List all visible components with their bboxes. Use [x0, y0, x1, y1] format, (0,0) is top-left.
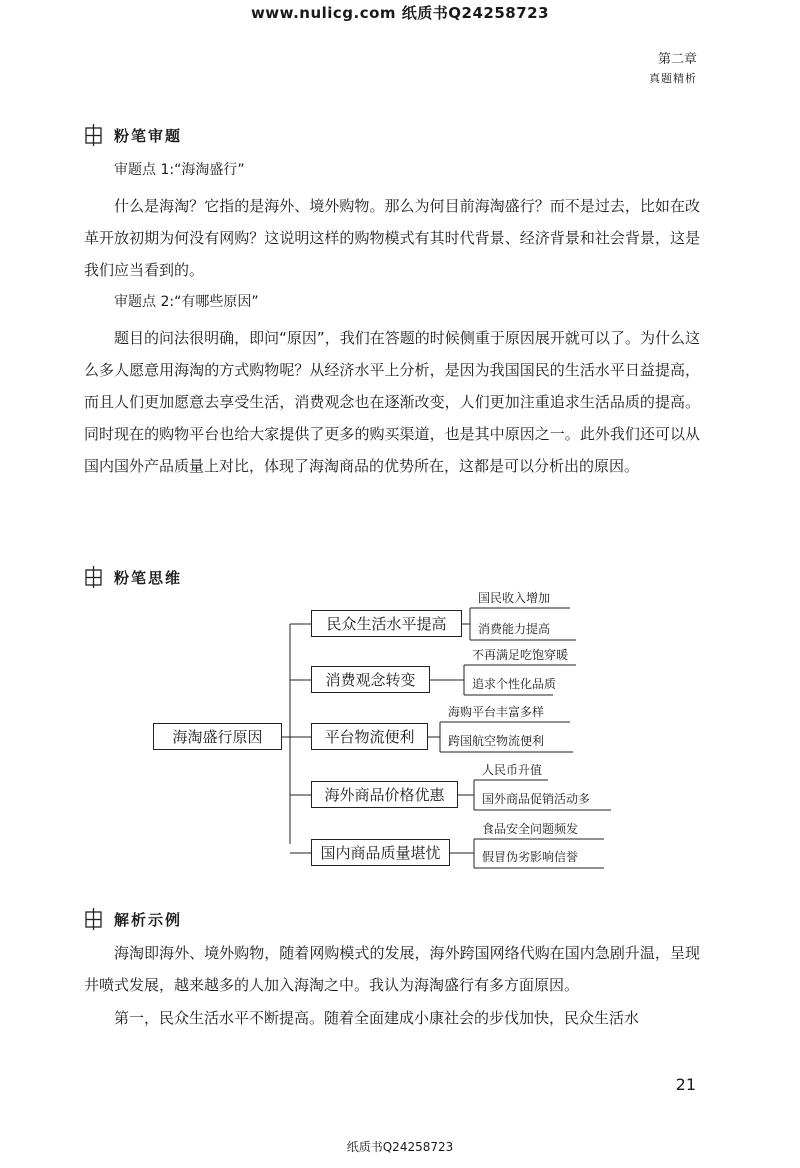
- mindmap-leaf: 食品安全问题频发: [482, 822, 579, 836]
- chapter-title: 第二章: [657, 52, 697, 67]
- paragraph: 海淘即海外、境外购物，随着网购模式的发展，海外跨国网络代购在国内急剧升温，呈现井喷式发展，越来越多的人加入海淘之中。我认为海淘盛行有多方面原因。: [84, 944, 700, 994]
- section-title: 解析示例: [114, 910, 183, 929]
- mindmap-branch: 平台物流便利: [311, 723, 428, 750]
- page-number: 21: [675, 1075, 696, 1094]
- mindmap-branch: 民众生活水平提高: [311, 610, 462, 637]
- mindmap-leaf: 追求个性化品质: [472, 677, 557, 691]
- review-point-1: 审题点 1:“海淘盛行”: [114, 162, 245, 178]
- mindmap-root: 海淘盛行原因: [153, 723, 282, 750]
- section-heading-analysis: [84, 908, 182, 930]
- section-title: 粉笔审题: [114, 126, 183, 145]
- mindmap-branch: 消费观念转变: [311, 666, 430, 693]
- mindmap-leaf: 海购平台丰富多样: [448, 705, 545, 719]
- paragraph: 第一，民众生活水平不断提高。随着全面建成小康社会的步伐加快，民众生活水: [114, 1009, 640, 1027]
- section-title: 粉笔思维: [114, 568, 183, 587]
- mindmap-leaf: 假冒伪劣影响信誉: [482, 850, 579, 864]
- mindmap-leaf: 跨国航空物流便利: [448, 734, 545, 748]
- mindmap-leaf: 人民币升值: [482, 763, 543, 777]
- chapter-subtitle: 真题精析: [649, 72, 697, 85]
- mindmap-leaf: 国民收入增加: [478, 591, 551, 605]
- mindmap-leaf: 不再满足吃饱穿暖: [472, 648, 569, 662]
- mindmap-leaf: 国外商品促销活动多: [482, 792, 591, 806]
- section-square-icon: [84, 908, 104, 930]
- watermark-url: www.nulicg.com 纸质书Q24258723: [250, 4, 550, 22]
- footer-watermark: 纸质书Q24258723: [346, 1140, 454, 1154]
- mindmap-branch: 海外商品价格优惠: [311, 781, 458, 808]
- paragraph: 什么是海淘？它指的是海外、境外购物。那么为何目前海淘盛行？而不是过去，比如在改革开放初期为何没有网购？这说明这样的购物模式有其时代背景、经济背景和社会背景，这是我们应当看到的。: [84, 197, 700, 279]
- paragraph: 题目的问法很明确，即问“原因”，我们在答题的时候侧重于原因展开就可以了。为什么这么多人愿意用海淘的方式购物呢？从经济水平上分析，是因为我国国民的生活水平日益提高，而且人们更加愿意去享受生活，消费观念也在逐渐改变，人们更加注重追求生活品质的提高。同时现在的购物平台也给大家提供了更多的购买渠道，也是其中原因之一。此外我们还可以从国内国外产品质量上对比，体现了海淘商品的优势所在，这都是可以分析出的原因。: [84, 329, 700, 475]
- mindmap-branch: 国内商品质量堪忧: [311, 839, 450, 866]
- review-point-2: 审题点 2:“有哪些原因”: [114, 294, 259, 310]
- mindmap-leaf: 消费能力提高: [478, 622, 551, 636]
